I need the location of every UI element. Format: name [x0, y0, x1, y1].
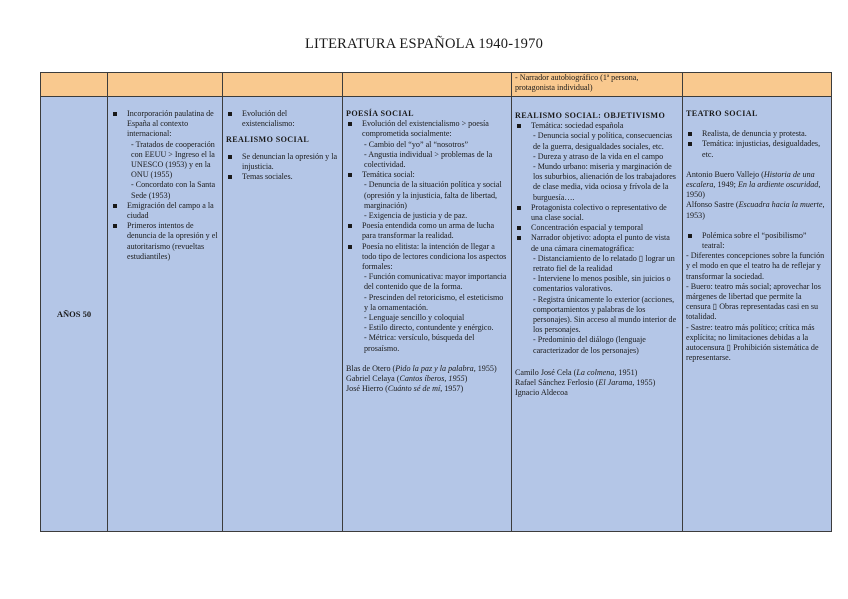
list-item: Temática social: - Denuncia de la situación política y social (opresión y la injusticia, falta de libertad, marginación) - Exigencia de justicia y de paz.: [346, 170, 508, 221]
list-item: Temas sociales.: [226, 172, 339, 182]
top-cell-existential: [223, 73, 343, 97]
sub-item: - Cambio del “yo” al “nosotros”: [364, 139, 469, 149]
author-line: José Hierro (Cuánto sé de mí, 1957): [346, 384, 464, 394]
novel-cell: [512, 97, 683, 532]
section-heading: REALISMO SOCIAL: OBJETIVISMO: [515, 111, 666, 120]
top-cell-theatre: [683, 73, 832, 97]
novel-authors: [515, 368, 679, 399]
context-cell: [108, 97, 223, 532]
list-item: Temática: injusticias, desigualdades, etc.: [686, 139, 828, 159]
page-title: LITERATURA ESPAÑOLA 1940-1970: [304, 36, 544, 52]
sub-item: - Sastre: teatro más político; crítica más explícita; no limitaciones debidas a la autocensura ▯ Prohibición sistemática de representarse.: [686, 322, 819, 363]
section-heading: TEATRO SOCIAL: [686, 109, 758, 118]
list-item: Poesía no elitista: la intención de llegar a todo tipo de lectores condiciona los aspectos formales: - Función comunicativa: mayor importancia del contenido que de la forma. - Prescinden del retoricismo, el esteticismo y la ornamentación. - Lenguaje sencillo y coloquial - Estilo directo, contundente y enérgico. - Métrica: versículo, búsqueda del prosaísmo.: [346, 242, 508, 354]
sub-item: - Diferentes concepciones sobre la función y el modo en que el teatro ha de reflejar y transformar la sociedad.: [686, 251, 825, 281]
list-item: Realista, de denuncia y protesta.: [686, 129, 828, 139]
sub-item: - Estilo directo, contundente y enérgico.: [364, 323, 494, 333]
author-line: Alfonso Sastre (Escuadra hacia la muerte, 1953): [686, 200, 825, 220]
sub-item: - Interviene lo menos posible, sin juicios o comentarios valorativos.: [533, 274, 671, 294]
sub-item: - Registra únicamente lo exterior (acciones, comportamientos y palabras de los personajes). Sin acceso al mundo interior de los personajes.: [533, 294, 677, 335]
top-cell-novel: - Narrador autobiográfico (1ª persona, protagonista individual): [512, 73, 683, 97]
sub-item: - Dureza y atraso de la vida en el campo: [533, 151, 664, 161]
sub-item: - Buero: teatro más social; aprovechar los márgenes de libertad que permite la censura ▯ Obras representadas casi en su totalidad.: [686, 281, 821, 322]
top-cell-poetry: [343, 73, 512, 97]
author-line: Antonio Buero Vallejo (Historia de una escalera, 1949; En la ardiente oscuridad, 1950): [686, 169, 821, 200]
list-item: Concentración espacial y temporal: [515, 223, 679, 233]
list-item: Evolución del existencialismo > poesía comprometida socialmente: - Cambio del “yo” al “nosotros” - Angustia individual > problemas de la colectividad.: [346, 119, 508, 170]
sub-item: - Tratados de cooperación con EEUU > Ingreso el la UNESCO (1953) y en la ONU (1955): [131, 139, 215, 180]
list-item: Primeros intentos de denuncia de la opresión y el autoritarismo (revueltas estudiantiles): [111, 221, 219, 262]
header-row: [41, 73, 832, 97]
theatre-authors: [686, 170, 828, 221]
sub-item: - Distanciamiento de lo relatado ▯ lograr un retrato fiel de la realidad: [533, 253, 675, 274]
sub-item: - Métrica: versículo, búsqueda del prosaísmo.: [364, 333, 475, 353]
section-heading: REALISMO SOCIAL: [226, 135, 310, 145]
theatre-cell: [683, 97, 832, 532]
row-anos-50: [41, 97, 832, 532]
sub-item: - Denuncia social y política, consecuencias de la guerra, desigualdades sociales, etc.: [533, 131, 673, 151]
sub-item: - Predominio del diálogo (lenguaje caracterizador de los personajes): [533, 335, 646, 355]
sub-item: - Función comunicativa: mayor importancia del contenido que de la forma.: [364, 272, 507, 292]
list-item: Incorporación paulatina de España al contexto internacional: - Tratados de cooperación con EEUU > Ingreso el la UNESCO (1953) y en la ONU (1955) - Concordato con la Santa Sede (1953): [111, 109, 219, 201]
list-item: Narrador objetivo: adopta el punto de vista de una cámara cinematográfica: - Distanciamiento de lo relatado ▯ lograr un retrato fiel de la realidad - Interviene lo menos posible, sin juicios o comentarios valorativos. - Registra únicamente lo exterior (acciones, comportamientos y palabras de los personajes). Sin acceso al mundo interior de los personajes. - Predominio del diálogo (lenguaje caracterizador de los personajes): [515, 233, 679, 355]
sub-item: - Prescinden del retoricismo, el esteticismo y la ornamentación.: [364, 292, 504, 312]
sub-item: - Denuncia de la situación política y social (opresión y la injusticia, falta de libertad, marginación): [364, 180, 502, 210]
list-item: Protagonista colectivo o representativo de una clase social.: [515, 203, 679, 223]
year-label: AÑOS 50: [41, 97, 108, 532]
top-cell-year: [41, 73, 108, 97]
author-line: Gabriel Celaya (Cantos íberos, 1955): [346, 374, 468, 384]
list-item: Poesía entendida como un arma de lucha para transformar la realidad.: [346, 221, 508, 241]
top-cell-context: [108, 73, 223, 97]
sub-item: - Lenguaje sencillo y coloquial: [364, 313, 465, 323]
list-item: Polémica sobre el “posibilismo” teatral:: [686, 231, 828, 251]
author-line: Blas de Otero (Pido la paz y la palabra, 1955): [346, 363, 497, 373]
sub-item: - Angustia individual > problemas de la colectividad.: [364, 149, 493, 170]
list-item: Emigración del campo a la ciudad: [111, 201, 219, 221]
sub-item: - Concordato con la Santa Sede (1953): [131, 180, 216, 200]
author-line: Rafael Sánchez Ferlosio (El Jarama, 1955): [515, 378, 656, 388]
list-item: Se denuncian la opresión y la injusticia.: [226, 152, 339, 172]
poetry-authors: [346, 364, 508, 395]
poetry-cell: [343, 97, 512, 532]
literature-table: [40, 72, 832, 532]
author-line: Camilo José Cela (La colmena, 1951): [515, 367, 638, 377]
sub-item: - Exigencia de justicia y de paz.: [364, 211, 468, 221]
list-item: Evolución del existencialismo:: [226, 109, 339, 129]
existential-cell: [223, 97, 343, 532]
list-item: Temática: sociedad española - Denuncia social y política, consecuencias de la guerra, desigualdades sociales, etc. - Dureza y atraso de la vida en el campo - Mundo urbano: miseria y marginación de los suburbios, alienación de los trabajadores de clase media, vida ociosa y frívola de la burguesía….: [515, 121, 679, 203]
author-line: Ignacio Aldecoa: [515, 388, 568, 398]
sub-item: - Mundo urbano: miseria y marginación de los suburbios, alienación de los trabajadores de clase media, vida ociosa y frívola de la burguesía….: [533, 162, 676, 202]
section-heading: POESÍA SOCIAL: [346, 109, 414, 118]
